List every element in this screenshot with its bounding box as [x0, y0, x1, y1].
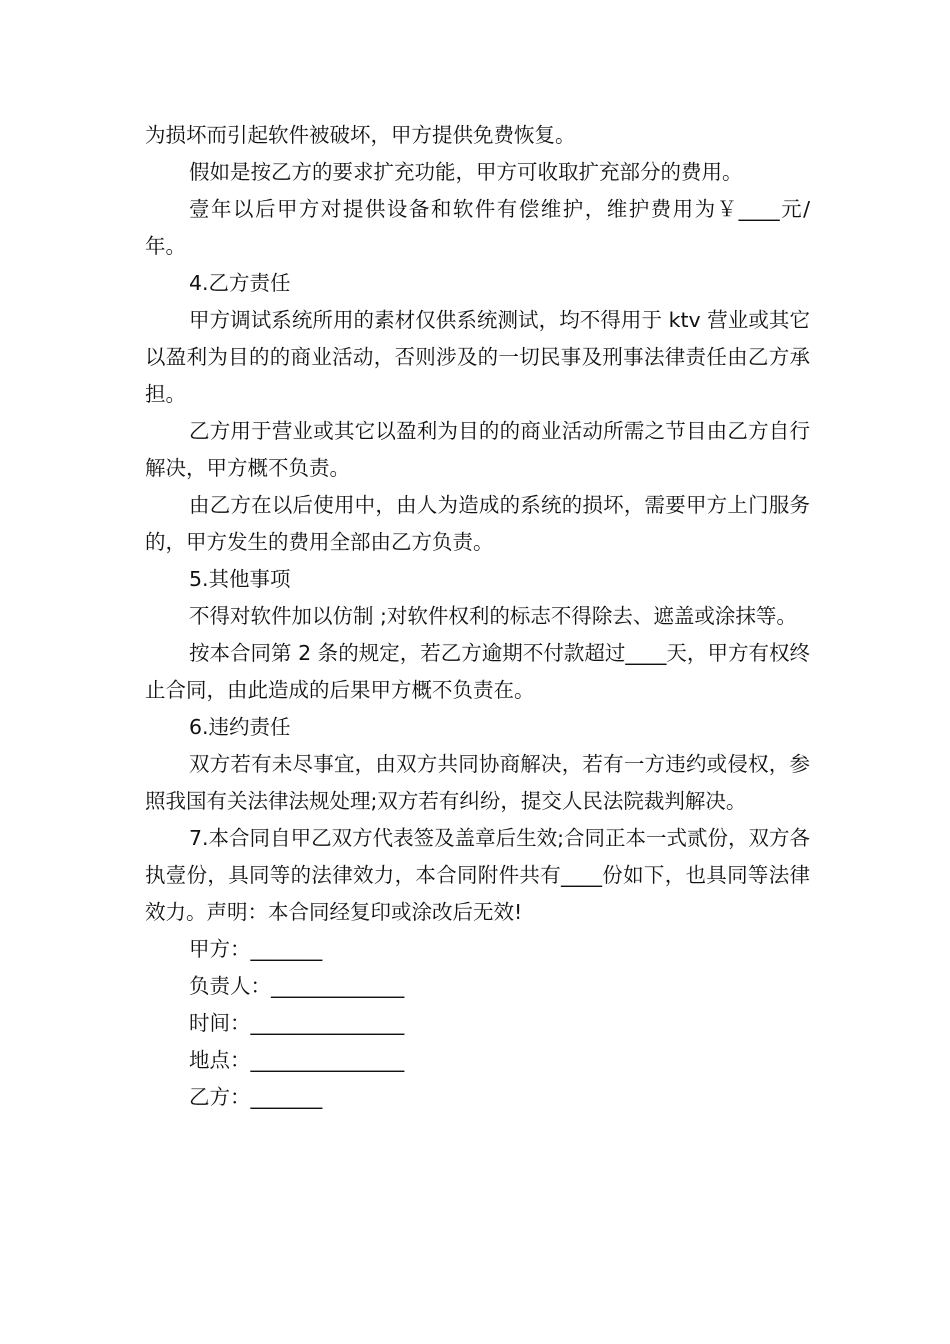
paragraph-free-recovery: 为损坏而引起软件被破坏，甲方提供免费恢复。: [145, 123, 576, 147]
section-heading-party-b-responsibility: 4.乙方责任: [189, 271, 291, 295]
paragraph-no-imitation: 不得对软件加以仿制 ;对软件权利的标志不得除去、遮盖或涂抹等。: [189, 604, 797, 628]
signature-place: 地点：_______________: [189, 1048, 405, 1072]
signature-person-in-charge: 负责人：_____________: [189, 974, 405, 998]
paragraph-effectiveness: 7.本合同自甲乙双方代表签及盖章后生效;合同正本一式贰份，双方各执壹份，具同等的法律效力，本合同附件共有____份如下，也具同等法律效力。声明：本合同经复印或涂改后无效!: [145, 826, 810, 924]
paragraph-maintenance-fee: 壹年以后甲方对提供设备和软件有偿维护，维护费用为￥____元/年。: [145, 197, 810, 258]
signature-party-b: 乙方：_______: [189, 1085, 323, 1109]
paragraph-program-content: 乙方用于营业或其它以盈利为目的的商业活动所需之节目由乙方自行解决，甲方概不负责。: [145, 419, 810, 480]
paragraph-overdue-payment: 按本合同第 2 条的规定，若乙方逾期不付款超过____天，甲方有权终止合同，由此造成的后果甲方概不负责在。: [145, 641, 810, 702]
signature-time: 时间：_______________: [189, 1011, 405, 1035]
contract-body: [145, 117, 810, 1116]
paragraph-expansion-fee: 假如是按乙方的要求扩充功能，甲方可收取扩充部分的费用。: [189, 160, 743, 184]
paragraph-test-material: 甲方调试系统所用的素材仅供系统测试，均不得用于 ktv 营业或其它以盈利为目的的商业活动，否则涉及的一切民事及刑事法律责任由乙方承担。: [145, 308, 810, 406]
paragraph-damage-cost: 由乙方在以后使用中，由人为造成的系统的损坏，需要甲方上门服务的，甲方发生的费用全部由乙方负责。: [145, 493, 810, 554]
section-heading-other-matters: 5.其他事项: [189, 567, 291, 591]
signature-block: [145, 931, 810, 1116]
section-heading-breach: 6.违约责任: [189, 715, 291, 739]
signature-party-a: 甲方：_______: [189, 937, 323, 961]
paragraph-dispute: 双方若有未尽事宜，由双方共同协商解决，若有一方违约或侵权，参照我国有关法律法规处理;双方若有纠纷，提交人民法院裁判解决。: [145, 752, 810, 813]
